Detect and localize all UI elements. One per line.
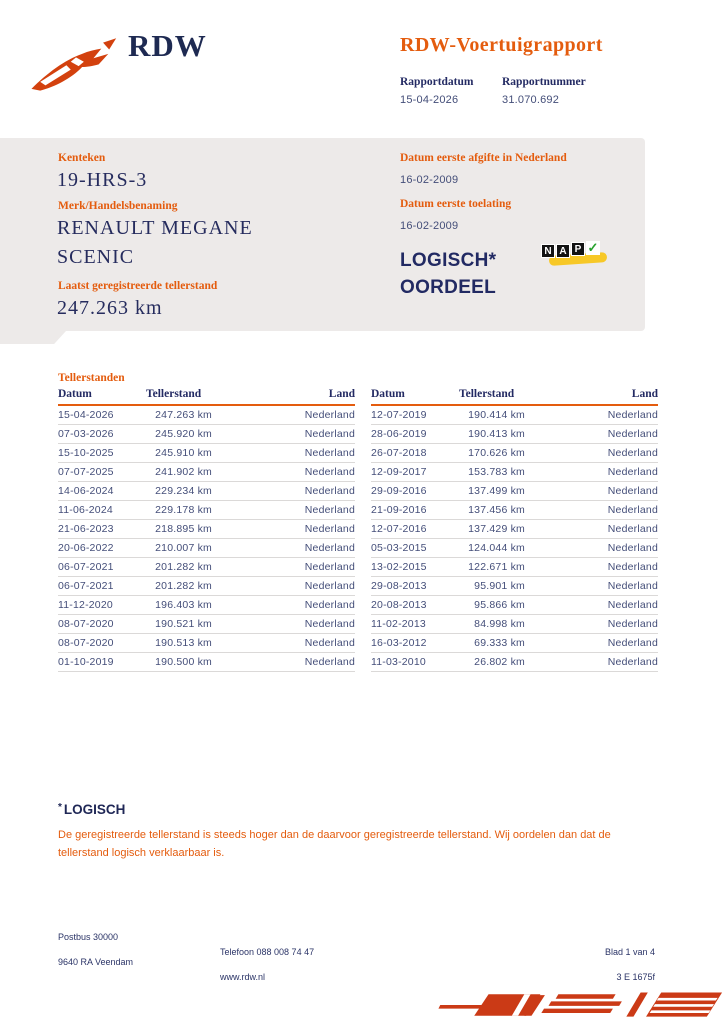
- tellerstand-cell: 124.044 km: [459, 538, 564, 557]
- land-header: Land: [564, 388, 658, 405]
- nap-logo: [541, 240, 611, 276]
- datum-cell: 15-10-2025: [58, 443, 146, 462]
- footnote-body: De geregistreerde tellerstand is steeds hoger dan de daarvoor geregistreerde tellerstand. Wij oordelen dan dat de tellerstand logisch verklaarbaar is.: [58, 829, 611, 860]
- land-cell: Nederland: [564, 557, 658, 576]
- land-cell: Nederland: [251, 519, 355, 538]
- land-cell: Nederland: [564, 500, 658, 519]
- logisch-oordeel-text: LOGISCH* OORDEEL: [400, 250, 497, 298]
- datum-cell: 15-04-2026: [58, 405, 146, 424]
- tellerstand-cell: 170.626 km: [459, 443, 564, 462]
- rdw-logo-icon: [28, 36, 124, 98]
- datum-cell: 20-06-2022: [58, 538, 146, 557]
- land-cell: Nederland: [564, 576, 658, 595]
- table-row: [371, 595, 658, 614]
- table-row: [58, 519, 355, 538]
- nap-letter-n: N: [541, 244, 555, 258]
- kenteken-value: 19-HRS-3: [57, 169, 148, 191]
- land-cell: Nederland: [251, 595, 355, 614]
- table-row: [371, 443, 658, 462]
- tellerstand-cell: 196.403 km: [146, 595, 251, 614]
- table-row: [58, 576, 355, 595]
- land-cell: Nederland: [251, 557, 355, 576]
- tellerstand-cell: 229.178 km: [146, 500, 251, 519]
- tellerstand-cell: 190.413 km: [459, 424, 564, 443]
- table-row: [371, 424, 658, 443]
- datum-cell: 08-07-2020: [58, 614, 146, 633]
- datum-header: Datum: [58, 388, 146, 405]
- page-title: RDW-Voertuigrapport: [400, 34, 603, 56]
- datum-cell: 06-07-2021: [58, 576, 146, 595]
- footer-phone: Telefoon 088 008 74 47: [220, 947, 315, 957]
- tellerstand-cell: 210.007 km: [146, 538, 251, 557]
- merk-value: RENAULT MEGANE SCENIC: [57, 217, 253, 268]
- datum-cell: 11-03-2010: [371, 652, 459, 671]
- table-row: [58, 538, 355, 557]
- tellerstand-cell: 153.783 km: [459, 462, 564, 481]
- footnote-title: [58, 802, 658, 817]
- land-cell: Nederland: [564, 424, 658, 443]
- tellerstand-cell: 137.429 km: [459, 519, 564, 538]
- toelating-value: 16-02-2009: [400, 220, 459, 232]
- table-row: [58, 633, 355, 652]
- land-cell: Nederland: [251, 576, 355, 595]
- tellerstand-cell: 95.866 km: [459, 595, 564, 614]
- report-number-label: Rapportnummer: [502, 76, 586, 88]
- afgifte-label: Datum eerste afgifte in Nederland: [400, 152, 567, 164]
- tellerstand-cell: 247.263 km: [146, 405, 251, 424]
- tellerstanden-table-left: [58, 388, 355, 672]
- tellerstand-cell: 241.902 km: [146, 462, 251, 481]
- afgifte-value: 16-02-2009: [400, 174, 459, 186]
- tellerstand-cell: 190.500 km: [146, 652, 251, 671]
- tellerstand-cell: 137.499 km: [459, 481, 564, 500]
- tellerstand-cell: 122.671 km: [459, 557, 564, 576]
- tellerstanden-table-right: [371, 388, 658, 672]
- table-row: [371, 481, 658, 500]
- tellerstand-cell: 190.521 km: [146, 614, 251, 633]
- table-row: [58, 500, 355, 519]
- merk-label: Merk/Handelsbenaming: [58, 200, 178, 212]
- report-date-label: Rapportdatum: [400, 76, 474, 88]
- tellerstand-cell: 201.282 km: [146, 557, 251, 576]
- table-row: [371, 633, 658, 652]
- tellerstand-cell: 95.901 km: [459, 576, 564, 595]
- datum-cell: 11-06-2024: [58, 500, 146, 519]
- footer-page-indicator: Blad 1 van 4: [604, 947, 655, 957]
- datum-cell: 11-12-2020: [58, 595, 146, 614]
- datum-cell: 06-07-2021: [58, 557, 146, 576]
- land-cell: Nederland: [564, 633, 658, 652]
- datum-cell: 21-06-2023: [58, 519, 146, 538]
- land-cell: Nederland: [251, 481, 355, 500]
- datum-cell: 08-07-2020: [58, 633, 146, 652]
- datum-cell: 11-02-2013: [371, 614, 459, 633]
- tellerstand-cell: 190.414 km: [459, 405, 564, 424]
- land-cell: Nederland: [251, 633, 355, 652]
- tellerstand-header: Tellerstand: [146, 388, 251, 405]
- laatste-tellerstand-label: Laatst geregistreerde tellerstand: [58, 280, 218, 292]
- datum-cell: 13-02-2015: [371, 557, 459, 576]
- land-cell: Nederland: [251, 614, 355, 633]
- land-cell: Nederland: [564, 481, 658, 500]
- table-row: [58, 557, 355, 576]
- tellerstand-cell: 137.456 km: [459, 500, 564, 519]
- table-row: [58, 481, 355, 500]
- speed-lines-graphic: [408, 988, 723, 1022]
- table-row: [58, 614, 355, 633]
- datum-cell: 12-09-2017: [371, 462, 459, 481]
- table-row: [58, 462, 355, 481]
- table-row: [371, 462, 658, 481]
- tellerstand-cell: 69.333 km: [459, 633, 564, 652]
- datum-cell: 12-07-2016: [371, 519, 459, 538]
- land-cell: Nederland: [251, 538, 355, 557]
- land-cell: Nederland: [564, 519, 658, 538]
- tellerstand-cell: 218.895 km: [146, 519, 251, 538]
- land-cell: Nederland: [564, 462, 658, 481]
- datum-cell: 01-10-2019: [58, 652, 146, 671]
- kenteken-label: Kenteken: [58, 152, 106, 164]
- tellerstanden-section-title: Tellerstanden: [58, 372, 125, 384]
- tellerstand-cell: 245.920 km: [146, 424, 251, 443]
- tellerstand-cell: 229.234 km: [146, 481, 251, 500]
- table-row: [58, 652, 355, 671]
- land-cell: Nederland: [564, 595, 658, 614]
- report-meta: [400, 76, 600, 106]
- footer-website: www.rdw.nl: [220, 972, 266, 982]
- table-row: [371, 576, 658, 595]
- footnote-asterisk: *: [58, 802, 62, 813]
- datum-cell: 14-06-2024: [58, 481, 146, 500]
- land-cell: Nederland: [251, 405, 355, 424]
- table-row: [58, 405, 355, 424]
- nap-check-icon: ✓: [587, 240, 599, 255]
- datum-cell: 26-07-2018: [371, 443, 459, 462]
- report-date-value: 15-04-2026: [400, 94, 459, 106]
- nap-letter-p: P: [571, 242, 585, 256]
- land-cell: Nederland: [251, 424, 355, 443]
- table-row: [58, 443, 355, 462]
- land-cell: Nederland: [564, 538, 658, 557]
- datum-cell: 29-09-2016: [371, 481, 459, 500]
- table-row: [371, 405, 658, 424]
- footer-form-code: 3 E 1675f: [616, 972, 655, 982]
- datum-cell: 05-03-2015: [371, 538, 459, 557]
- land-cell: Nederland: [564, 405, 658, 424]
- tellerstand-cell: 190.513 km: [146, 633, 251, 652]
- tellerstand-cell: 26.802 km: [459, 652, 564, 671]
- land-cell: Nederland: [251, 652, 355, 671]
- land-cell: Nederland: [564, 652, 658, 671]
- datum-cell: 29-08-2013: [371, 576, 459, 595]
- footer-address-line2: 9640 RA Veendam: [58, 957, 134, 967]
- datum-cell: 16-03-2012: [371, 633, 459, 652]
- table-row: [371, 652, 658, 671]
- footnote-title-text: LOGISCH: [63, 802, 126, 817]
- land-cell: Nederland: [251, 443, 355, 462]
- tellerstand-cell: 201.282 km: [146, 576, 251, 595]
- page-footer: [58, 932, 655, 982]
- table-row: [371, 538, 658, 557]
- tellerstand-header: Tellerstand: [459, 388, 564, 405]
- land-cell: Nederland: [564, 443, 658, 462]
- footer-address-line1: Postbus 30000: [58, 932, 119, 942]
- datum-cell: 28-06-2019: [371, 424, 459, 443]
- brand-text: RDW: [128, 28, 207, 63]
- land-cell: Nederland: [251, 462, 355, 481]
- table-row: [371, 500, 658, 519]
- nap-letter-a: A: [556, 244, 570, 258]
- table-row: [371, 519, 658, 538]
- datum-cell: 21-09-2016: [371, 500, 459, 519]
- table-row: [58, 595, 355, 614]
- datum-cell: 07-03-2026: [58, 424, 146, 443]
- toelating-label: Datum eerste toelating: [400, 198, 512, 210]
- land-cell: Nederland: [564, 614, 658, 633]
- datum-cell: 07-07-2025: [58, 462, 146, 481]
- tellerstand-cell: 84.998 km: [459, 614, 564, 633]
- datum-cell: 12-07-2019: [371, 405, 459, 424]
- datum-cell: 20-08-2013: [371, 595, 459, 614]
- table-row: [371, 557, 658, 576]
- table-row: [371, 614, 658, 633]
- vehicle-summary-panel: [0, 138, 645, 331]
- tellerstand-cell: 245.910 km: [146, 443, 251, 462]
- tellerstanden-tables: [58, 388, 658, 672]
- land-header: Land: [251, 388, 355, 405]
- report-number-value: 31.070.692: [502, 94, 560, 106]
- laatste-tellerstand-value: 247.263 km: [57, 297, 163, 319]
- datum-header: Datum: [371, 388, 459, 405]
- land-cell: Nederland: [251, 500, 355, 519]
- logisch-footnote: [58, 802, 658, 862]
- table-row: [58, 424, 355, 443]
